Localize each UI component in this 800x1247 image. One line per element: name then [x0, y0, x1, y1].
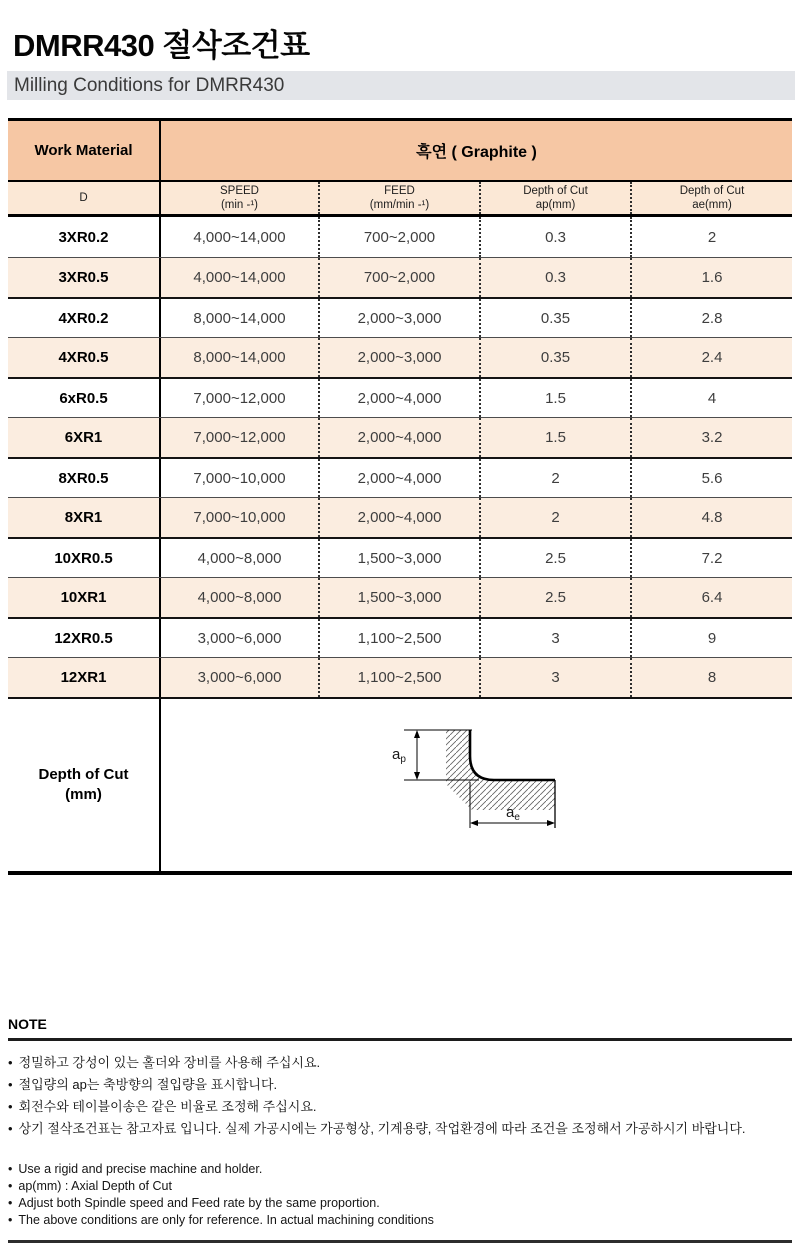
page-title: DMRR430 절삭조건표 [13, 28, 310, 63]
cell-ae: 2.8 [701, 309, 723, 327]
table-row [8, 377, 792, 417]
cell-feed: 2,000~4,000 [320, 418, 481, 457]
table-row [8, 297, 792, 337]
cell-speed: 8,000~14,000 [161, 299, 320, 337]
cell-feed: 2,000~4,000 [320, 379, 481, 417]
cell-speed: 7,000~10,000 [161, 498, 320, 537]
table-column-headers [8, 182, 792, 217]
cell-ae: 2.4 [701, 349, 723, 366]
cell-d: 12XR0.5 [8, 619, 161, 657]
cell-d: 12XR1 [8, 658, 161, 697]
hatched-material-region [446, 730, 555, 810]
note-section [8, 1016, 792, 1243]
table-body [8, 217, 792, 697]
table-row [8, 577, 792, 617]
ae-arrowhead-right [547, 820, 555, 826]
ae-dimension-label: $a_e$ [506, 804, 520, 823]
cell-ap: 2.5 [481, 578, 632, 617]
cell-ap: 2 [481, 459, 632, 497]
graphite-header: 흑연 ( Graphite ) [416, 144, 537, 161]
cell-feed: 2,000~4,000 [320, 459, 481, 497]
cell-feed: 2,000~3,000 [320, 338, 481, 377]
cell-speed: 8,000~14,000 [161, 338, 320, 377]
note-bullet: • Use a rigid and precise machine and holder. [8, 1161, 792, 1178]
column-header-feed: FEED (mm/min -¹) [320, 182, 481, 214]
cell-feed: 1,500~3,000 [320, 539, 481, 577]
cell-ap: 3 [481, 619, 632, 657]
cell-d: 3XR0.5 [8, 258, 161, 297]
table-row [8, 657, 792, 697]
cell-ae: 2 [707, 228, 717, 246]
cell-feed: 2,000~4,000 [320, 498, 481, 537]
cutter-profile-outline [470, 730, 555, 780]
table-row [8, 617, 792, 657]
cell-ap: 0.3 [481, 258, 632, 297]
cell-ae: 4.8 [701, 509, 723, 526]
cell-ae: 7.2 [701, 549, 723, 567]
table-row [8, 257, 792, 297]
subtitle-bar [7, 71, 795, 100]
cell-d: 6xR0.5 [8, 379, 161, 417]
cell-feed: 1,500~3,000 [320, 578, 481, 617]
note-bullet: • 정밀하고 강성이 있는 홀더와 장비를 사용해 주십시요. [8, 1052, 792, 1074]
subtitle-text: Milling Conditions for DMRR430 [14, 74, 285, 96]
column-header-speed: SPEED (min -¹) [161, 182, 320, 214]
note-bullet: • 회전수와 테이블이송은 같은 비율로 조정해 주십시요. [8, 1096, 792, 1118]
table-row [8, 417, 792, 457]
column-header-ap: Depth of Cut ap(mm) [481, 182, 632, 214]
column-header-ae: Depth of Cut ae(mm) [679, 185, 745, 211]
work-material-header: Work Material [8, 121, 161, 180]
column-header-d: D [8, 182, 161, 214]
cell-speed: 4,000~8,000 [161, 578, 320, 617]
table-row [8, 337, 792, 377]
cell-d: 10XR1 [8, 578, 161, 617]
cell-ae: 1.6 [701, 269, 723, 286]
table-header-material [8, 121, 792, 182]
cell-feed: 2,000~3,000 [320, 299, 481, 337]
depth-of-cut-diagram [161, 699, 792, 871]
cell-speed: 4,000~8,000 [161, 539, 320, 577]
depth-of-cut-label: Depth of Cut (mm) [8, 699, 161, 871]
cell-speed: 7,000~10,000 [161, 459, 320, 497]
note-bullet: • Adjust both Spindle speed and Feed rate by the same proportion. [8, 1195, 792, 1212]
cell-ap: 3 [481, 658, 632, 697]
cell-ae: 4 [707, 389, 717, 407]
cell-speed: 3,000~6,000 [161, 658, 320, 697]
table-row [8, 537, 792, 577]
cell-ap: 0.35 [481, 299, 632, 337]
cell-speed: 4,000~14,000 [161, 217, 320, 257]
cell-d: 4XR0.2 [8, 299, 161, 337]
cell-speed: 7,000~12,000 [161, 418, 320, 457]
cell-feed: 1,100~2,500 [320, 658, 481, 697]
ae-arrowhead-left [470, 820, 478, 826]
cell-ap: 0.35 [481, 338, 632, 377]
note-bullet: • The above conditions are only for reference. In actual machining conditions [8, 1212, 792, 1229]
cell-feed: 700~2,000 [320, 258, 481, 297]
table-row [8, 217, 792, 257]
note-bullet: • 절입량의 ap는 축방향의 절입량을 표시합니다. [8, 1074, 792, 1096]
cell-ae: 3.2 [701, 429, 723, 446]
cell-d: 8XR1 [8, 498, 161, 537]
ap-dimension-label: $a_p$ [392, 746, 406, 765]
cell-d: 10XR0.5 [8, 539, 161, 577]
table-row [8, 497, 792, 537]
note-bullet: • ap(mm) : Axial Depth of Cut [8, 1178, 792, 1195]
cell-ap: 2 [481, 498, 632, 537]
cell-d: 8XR0.5 [8, 459, 161, 497]
cell-d: 3XR0.2 [8, 217, 161, 257]
ap-arrowhead-down [414, 772, 420, 780]
cell-ap: 1.5 [481, 418, 632, 457]
cutting-profile-diagram-svg [384, 711, 569, 836]
table-row [8, 457, 792, 497]
note-korean-bullets [8, 1052, 792, 1140]
note-heading: NOTE [8, 1016, 792, 1041]
cell-feed: 700~2,000 [320, 217, 481, 257]
cell-speed: 7,000~12,000 [161, 379, 320, 417]
note-english-bullets [8, 1161, 792, 1229]
note-bullet: • 상기 절삭조건표는 참고자료 입니다. 실제 가공시에는 가공형상, 기계용량, 작업환경에 따라 조건을 조정해서 가공하시기 바랍니다. [8, 1118, 792, 1140]
ap-arrowhead-up [414, 730, 420, 738]
cell-ae: 8 [707, 669, 717, 686]
cell-d: 6XR1 [8, 418, 161, 457]
cell-ap: 2.5 [481, 539, 632, 577]
milling-conditions-table [8, 118, 792, 875]
cell-ae: 5.6 [701, 469, 723, 487]
cell-ae: 6.4 [701, 589, 723, 606]
cell-d: 4XR0.5 [8, 338, 161, 377]
cell-feed: 1,100~2,500 [320, 619, 481, 657]
cell-ae: 9 [707, 629, 717, 647]
cell-ap: 0.3 [481, 217, 632, 257]
cell-speed: 3,000~6,000 [161, 619, 320, 657]
cell-ap: 1.5 [481, 379, 632, 417]
cell-speed: 4,000~14,000 [161, 258, 320, 297]
depth-of-cut-row [8, 697, 792, 875]
bottom-divider [8, 1240, 792, 1243]
